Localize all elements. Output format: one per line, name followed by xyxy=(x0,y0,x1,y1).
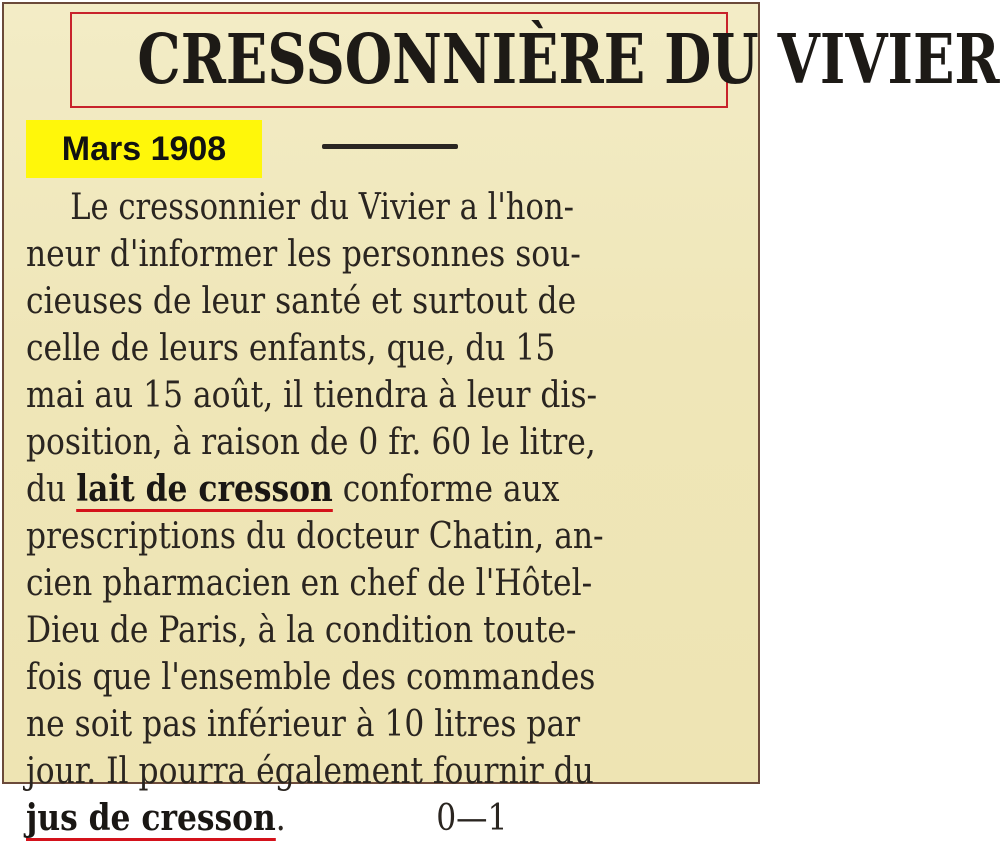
article-text: conforme aux xyxy=(342,469,560,510)
article-line: neur d'informer les personnes sou- xyxy=(26,234,581,275)
article-line xyxy=(26,466,661,513)
highlighted-phrase: jus de cresson xyxy=(26,797,276,839)
article-line xyxy=(26,795,661,842)
date-badge-label: Mars 1908 xyxy=(61,129,227,168)
article-line: cien pharmacien en chef de l'Hôtel- xyxy=(26,563,593,604)
article-line: celle de leurs enfants, que, du 15 xyxy=(26,328,556,369)
article-line: mai au 15 août, il tiendra à leur dis- xyxy=(26,375,598,416)
newspaper-clipping xyxy=(2,2,1000,839)
article-line: fois que l'ensemble des commandes xyxy=(26,657,596,698)
article-line: cieuses de leur santé et surtout de xyxy=(26,281,577,322)
article-text: . xyxy=(275,798,286,839)
article-line: Le cressonnier du Vivier a l'hon- xyxy=(70,187,574,228)
article-text: du xyxy=(26,469,67,510)
article-title: CRESSONNIÈRE DU VIVIER xyxy=(137,20,1000,100)
article-line: Dieu de Paris, à la condition toute- xyxy=(26,610,577,651)
article-line: position, à raison de 0 fr. 60 le litre, xyxy=(26,422,596,463)
article-line: prescriptions du docteur Chatin, an- xyxy=(26,516,604,557)
highlighted-phrase: lait de cresson xyxy=(76,468,333,510)
date-badge xyxy=(26,120,262,178)
article-body xyxy=(26,184,756,842)
separator-rule xyxy=(322,144,458,149)
article-line: ne soit pas inférieur à 10 litres par xyxy=(26,704,581,745)
title-frame xyxy=(70,12,1000,108)
article-line: jour. Il pourra également fournir du xyxy=(26,751,594,792)
article-signature: 0—1 xyxy=(436,798,508,839)
